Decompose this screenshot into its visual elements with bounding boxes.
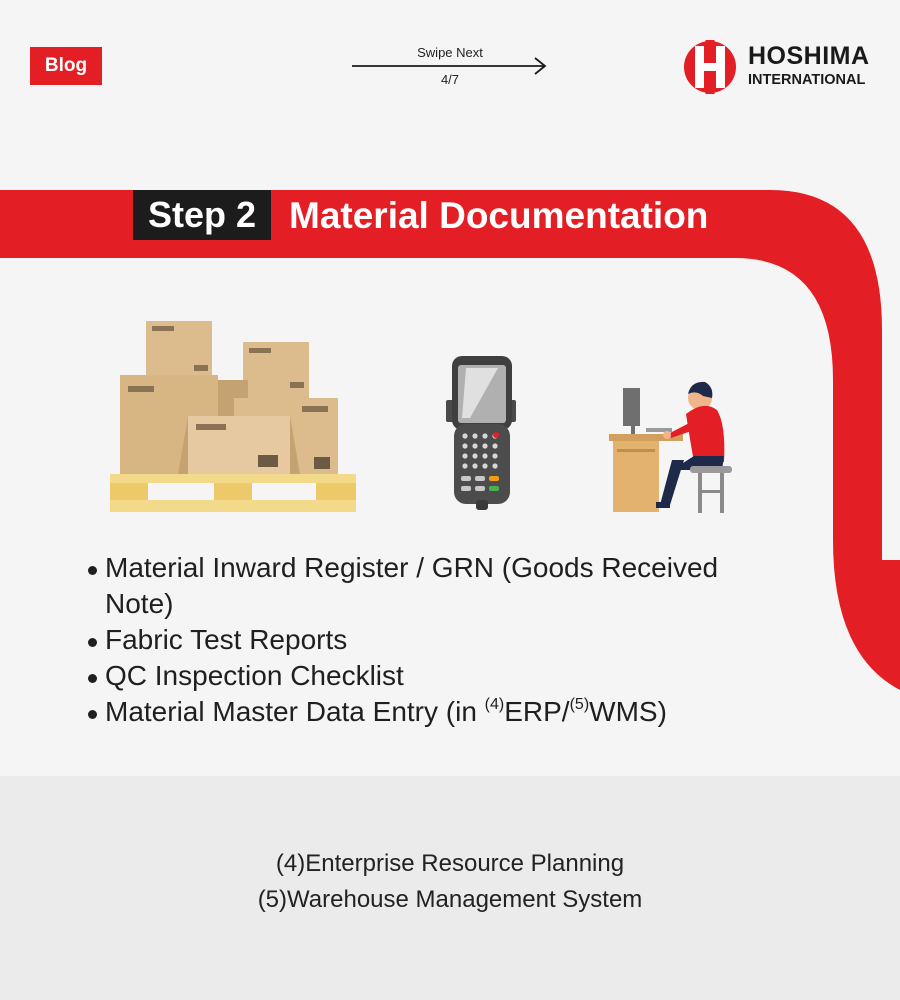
page-indicator: 4/7 — [440, 72, 460, 87]
step-title: Material Documentation — [289, 195, 709, 236]
blog-badge[interactable]: Blog — [30, 47, 102, 85]
brand-name: HOSHIMA — [748, 42, 870, 70]
footnote-ref-5: (5) — [569, 696, 590, 713]
list-item: QC Inspection Checklist — [86, 658, 766, 694]
boxes-on-pallet-icon — [110, 321, 356, 512]
list-item: Fabric Test Reports — [86, 622, 766, 658]
brand-subtitle: INTERNATIONAL — [748, 72, 866, 88]
step-number-label: Step 2 — [133, 190, 271, 240]
person-at-computer-icon — [609, 382, 732, 513]
footnote-4: (4)Enterprise Resource Planning — [275, 850, 625, 877]
footnote-ref-4: (4) — [484, 696, 505, 713]
swipe-label: Swipe Next — [417, 45, 483, 60]
list-item: Material Inward Register / GRN (Goods Received Note) — [86, 550, 766, 622]
footnotes — [0, 846, 900, 918]
item4-wms: WMS) — [589, 696, 667, 727]
barcode-scanner-icon — [446, 356, 516, 510]
item4-erp: ERP/ — [504, 696, 570, 727]
document-list — [86, 550, 766, 730]
item4-prefix: Material Master Data Entry (in — [105, 696, 485, 727]
list-item — [86, 694, 766, 730]
footnote-5: (5)Warehouse Management System — [257, 886, 643, 913]
